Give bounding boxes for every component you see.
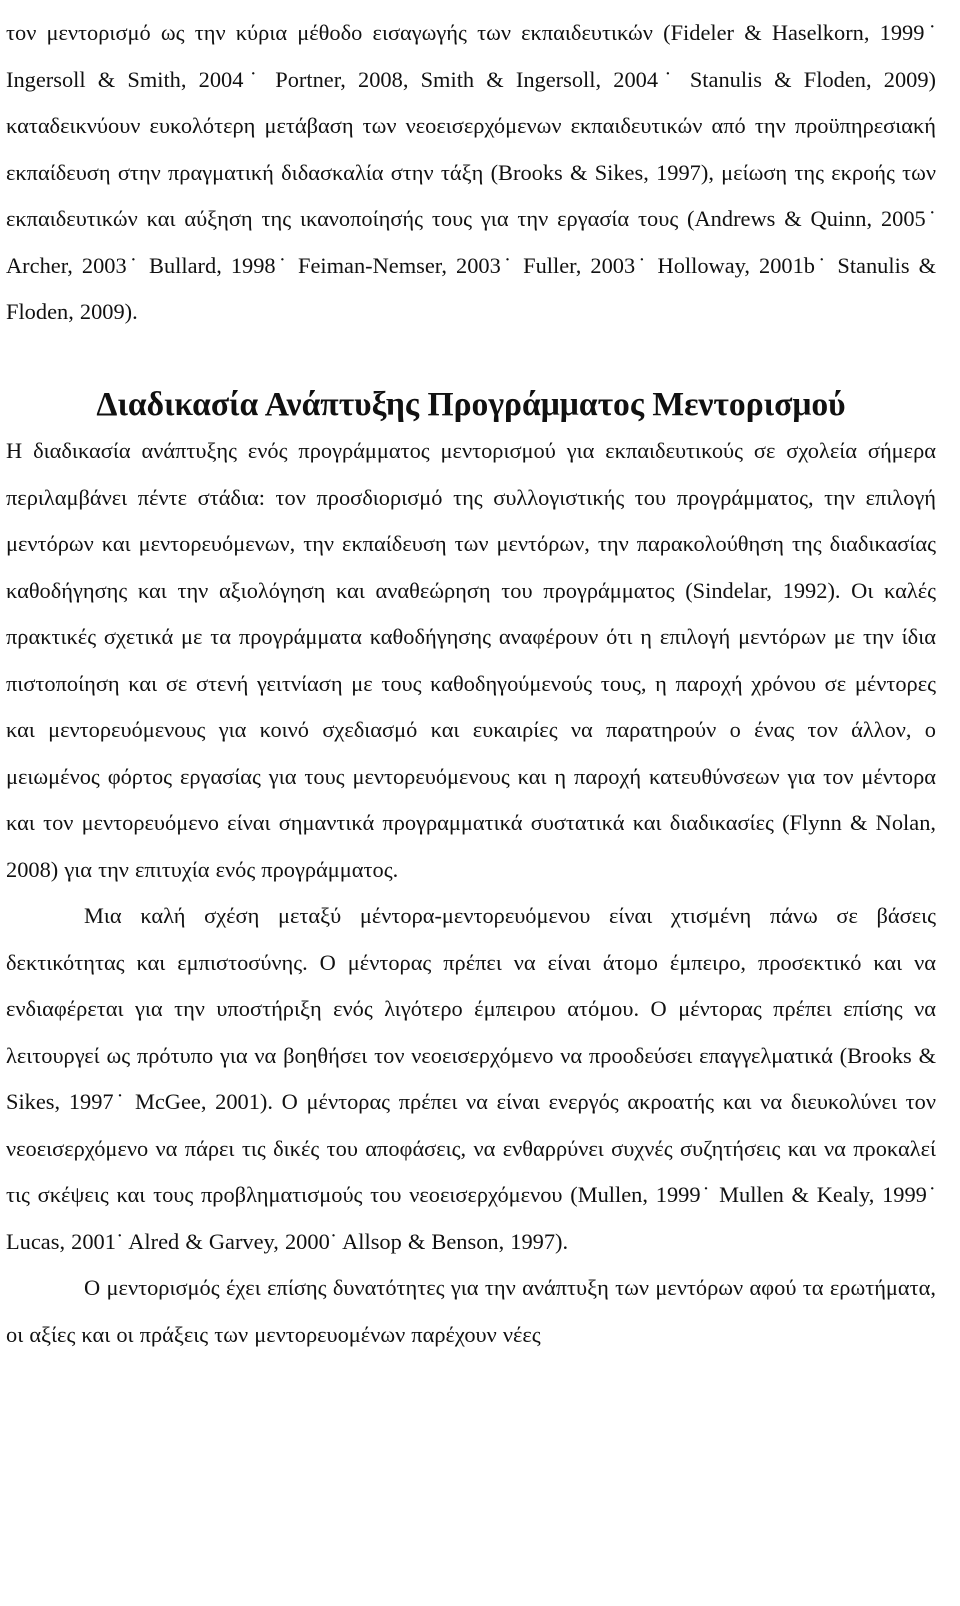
paragraph-program-development: Η διαδικασία ανάπτυξης ενός προγράμματος μεντορισμού για εκπαιδευτικούς σε σχολεία σήμερα περιλαμβάνει πέντε στάδια: τον προσδιορισμό της συλλογιστικής του προγράμματος, την επιλογή μεντόρων και μεντορευόμενων, την εκπαίδευση των μεντόρων, την παρακολούθηση της διαδικασίας καθοδήγησης και την αξιολόγηση και αναθεώρηση του προγράμματος (Sindelar, 1992). Οι καλές πρακτικές σχετικά με τα προγράμματα καθοδήγησης αναφέρουν ότι η επιλογή μεντόρων με την ίδια πιστοποίηση και σε στενή γειτνίαση με τους καθοδηγούμενούς τους, η παροχή χρόνου σε μέντορες και μεντορευόμενους για κοινό σχεδιασμό και ευκαιρίες να παρατηρούν ο ένας τον άλλον, ο μειωμένος φόρτος εργασίας για τους μεντορευόμενους και η παροχή κατευθύνσεων για τον μέντορα και τον μεντορευόμενο είναι σημαντικά προγραμματικά συστατικά και διαδικασίες (Flynn & Nolan, 2008) για την επιτυχία ενός προγράμματος. bbox=[6, 438, 936, 882]
paragraph-intro-continuation: τον μεντορισμό ως την κύρια μέθοδο εισαγωγής των εκπαιδευτικών (Fideler & Haselkorn, 1999˙ Ingersoll & Smith, 2004˙ Portner, 2008, Smith & Ingersoll, 2004˙ Stanulis & Floden, 2009) καταδεικνύουν ευκολότερη μετάβαση των νεοεισερχόμενων εκπαιδευτικών από την προϋπηρεσιακή εκπαίδευση στην πραγματική διδασκαλία στην τάξη (Brooks & Sikes, 1997), μείωση της εκροής των εκπαιδευτικών και αύξηση της ικανοποίησής τους για την εργασία τους (Andrews & Quinn, 2005˙ Archer, 2003˙ Bullard, 1998˙ Feiman-Nemser, 2003˙ Fuller, 2003˙ Holloway, 2001b˙ Stanulis & Floden, 2009). bbox=[6, 20, 936, 324]
paragraph-mentor-development: Ο μεντορισμός έχει επίσης δυνατότητες για την ανάπτυξη των μεντόρων αφού τα ερωτήματα, οι αξίες και οι πράξεις των μεντορευομένων παρέχουν νέες bbox=[6, 1275, 936, 1347]
section-heading: Διαδικασία Ανάπτυξης Προγράμματος Μεντορισμού bbox=[96, 385, 846, 423]
paragraph-mentor-relationship: Μια καλή σχέση μεταξύ μέντορα-μεντορευόμενου είναι χτισμένη πάνω σε βάσεις δεκτικότητας και εμπιστοσύνης. Ο μέντορας πρέπει να είναι άτομο έμπειρο, προσεκτικό και να ενδιαφέρεται για την υποστήριξη ενός λιγότερο έμπειρου ατόμου. Ο μέντορας πρέπει επίσης να λειτουργεί ως πρότυπο για να βοηθήσει τον νεοεισερχόμενο να προοδεύσει επαγγελματικά (Brooks & Sikes, 1997˙ McGee, 2001). Ο μέντορας πρέπει να είναι ενεργός ακροατής και να διευκολύνει τον νεοεισερχόμενο να πάρει τις δικές του αποφάσεις, να ενθαρρύνει συχνές συζητήσεις και να προκαλεί τις σκέψεις και τους προβληματισμούς του νεοεισερχόμενου (Mullen, 1999˙ Mullen & Kealy, 1999˙ Lucas, 2001˙ Alred & Garvey, 2000˙ Allsop & Benson, 1997). bbox=[6, 903, 936, 1254]
document-page bbox=[6, 10, 936, 1358]
